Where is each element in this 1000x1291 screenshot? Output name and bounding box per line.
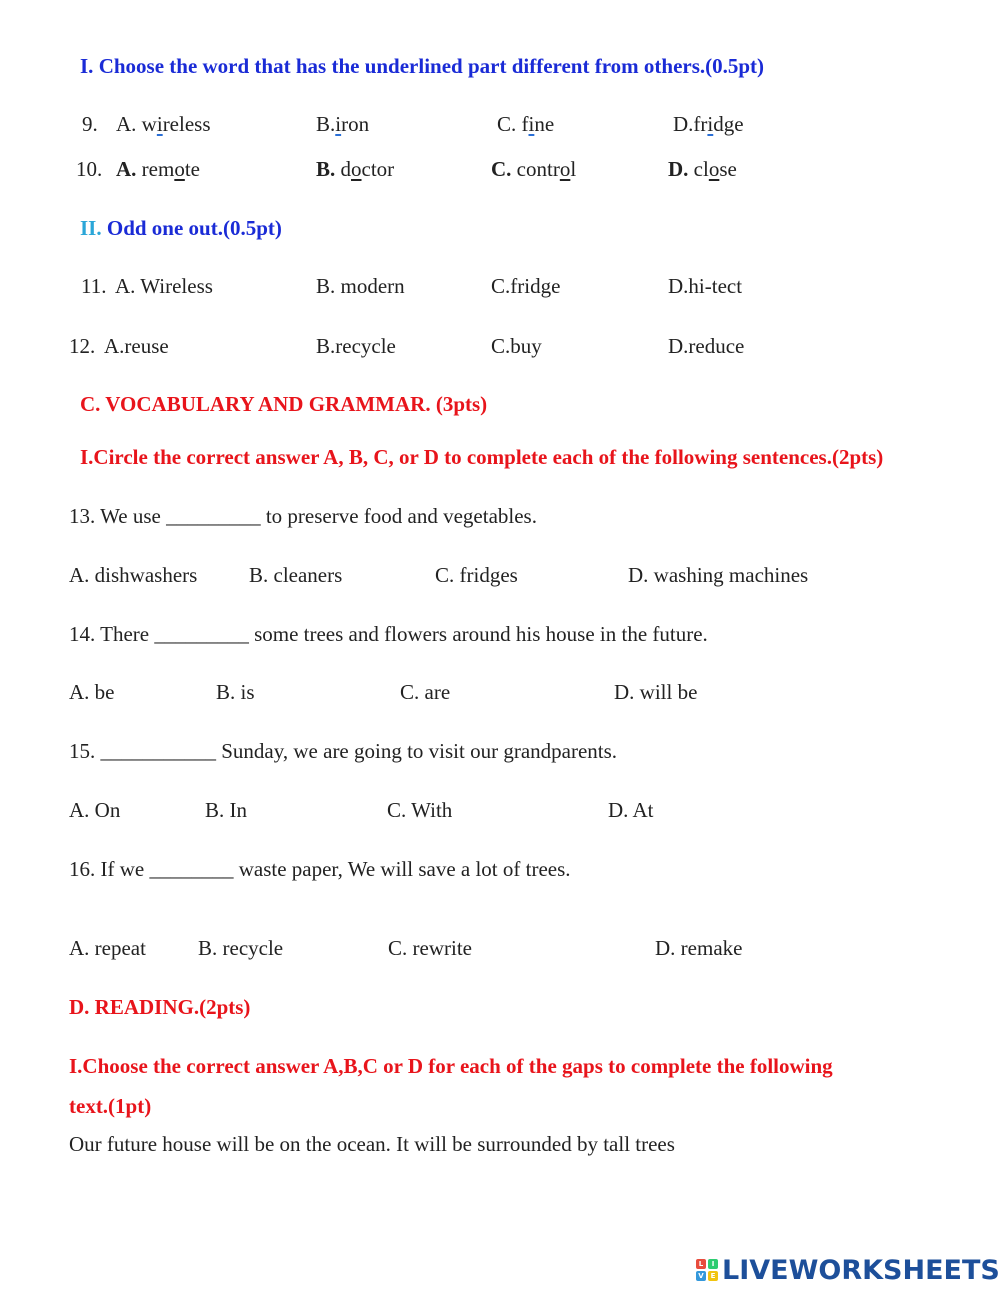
option-letter: B: [316, 157, 331, 181]
option-a[interactable]: A.reuse: [104, 334, 169, 358]
option-text: rem: [136, 157, 175, 181]
option-c[interactable]: [497, 111, 554, 137]
underlined-part: o: [351, 157, 362, 181]
option-a[interactable]: A. On: [69, 798, 121, 822]
option-b[interactable]: B. is: [216, 680, 255, 704]
option-text: D.fr: [673, 112, 708, 136]
section-ii-heading: [80, 215, 282, 241]
underlined-part: i: [707, 112, 714, 136]
option-c[interactable]: C. With: [387, 798, 453, 822]
option-letter: A: [116, 157, 132, 181]
option-text: ne: [534, 112, 555, 136]
option-letter: C: [491, 157, 507, 181]
question-number: 11.: [81, 274, 107, 298]
option-b[interactable]: [316, 111, 369, 137]
option-d[interactable]: D.reduce: [668, 334, 745, 358]
question-stem: 14. There _________ some trees and flowers around his house in the future.: [69, 622, 708, 646]
option-a[interactable]: A. be: [69, 680, 115, 704]
section-ii-text: Odd one out.(0.5pt): [106, 216, 282, 240]
option-b[interactable]: B. cleaners: [249, 563, 343, 587]
section-d-heading: D. READING.(2pts): [69, 995, 251, 1019]
liveworksheets-logo[interactable]: [696, 1255, 1000, 1285]
question-number: 9.: [82, 112, 98, 136]
option-a[interactable]: [116, 111, 211, 137]
option-letter: D: [668, 157, 684, 181]
option-a[interactable]: [116, 156, 200, 182]
question-stem: 13. We use _________ to preserve food and vegetables.: [69, 504, 537, 528]
section-ii-roman: II.: [80, 216, 102, 240]
section-c-instruction: I.Circle the correct answer A, B, C, or D to complete each of the following sentences.(2pts): [80, 445, 884, 469]
option-b[interactable]: B. modern: [316, 274, 405, 298]
option-d[interactable]: [673, 111, 744, 137]
option-text: se: [719, 157, 737, 181]
option-b[interactable]: [316, 156, 394, 182]
option-text: B.: [316, 112, 336, 136]
option-b[interactable]: B. recycle: [198, 936, 284, 960]
reading-passage: Our future house will be on the ocean. It will be surrounded by tall trees: [69, 1132, 675, 1156]
option-dot: .: [131, 157, 137, 181]
option-dot: .: [506, 157, 512, 181]
option-d[interactable]: D.hi-tect: [668, 274, 743, 298]
option-text: ron: [341, 112, 370, 136]
option-b[interactable]: B.recycle: [316, 334, 396, 358]
question-number: 12.: [69, 334, 96, 358]
option-a[interactable]: A. Wireless: [115, 274, 213, 298]
logo-tile: L: [696, 1259, 706, 1269]
option-dot: .: [330, 157, 336, 181]
option-d[interactable]: D. At: [608, 798, 654, 822]
underlined-part: o: [559, 157, 571, 181]
option-text: cl: [688, 157, 709, 181]
option-dot: .: [683, 157, 689, 181]
underlined-part: i: [156, 112, 163, 136]
option-text: A. w: [116, 112, 157, 136]
option-text: l: [570, 157, 577, 181]
section-i-text: Choose the word that has the underlined part different from others.(0.5pt): [98, 54, 765, 78]
option-c[interactable]: C. rewrite: [388, 936, 472, 960]
section-d-instruction-cont: text.(1pt): [69, 1094, 152, 1118]
logo-tile: E: [708, 1271, 718, 1281]
option-text: dge: [713, 112, 744, 136]
option-a[interactable]: A. dishwashers: [69, 563, 198, 587]
option-c[interactable]: [491, 156, 576, 182]
section-d-instruction: I.Choose the correct answer A,B,C or D for each of the gaps to complete the following: [69, 1054, 833, 1078]
option-b[interactable]: B. In: [205, 798, 247, 822]
option-d[interactable]: D. remake: [655, 936, 743, 960]
question-stem: 15. ___________ Sunday, we are going to visit our grandparents.: [69, 739, 618, 763]
option-text: ctor: [361, 157, 395, 181]
logo-text: LIVEWORKSHEETS: [722, 1254, 1000, 1286]
option-text: contr: [511, 157, 560, 181]
underlined-part: o: [174, 157, 185, 181]
underlined-part: i: [335, 112, 342, 136]
underlined-part: i: [528, 112, 535, 136]
option-text: te: [184, 157, 200, 181]
option-d[interactable]: D. washing machines: [628, 563, 809, 587]
logo-grid-icon: [696, 1259, 718, 1281]
section-c-heading: C. VOCABULARY AND GRAMMAR. (3pts): [80, 392, 488, 416]
option-text: d: [335, 157, 352, 181]
question-number: 10.: [76, 157, 103, 181]
section-i-roman: I.: [80, 54, 94, 78]
logo-tile: I: [708, 1259, 718, 1269]
section-i-heading: [80, 53, 764, 79]
option-d[interactable]: D. will be: [614, 680, 698, 704]
option-text: C. f: [497, 112, 529, 136]
option-text: reless: [162, 112, 211, 136]
option-c[interactable]: C.fridge: [491, 274, 561, 298]
option-c[interactable]: C. fridges: [435, 563, 518, 587]
underlined-part: o: [708, 157, 720, 181]
option-d[interactable]: [668, 156, 737, 182]
question-stem: 16. If we ________ waste paper, We will save a lot of trees.: [69, 857, 571, 881]
option-c[interactable]: C. are: [400, 680, 451, 704]
logo-tile: V: [696, 1271, 706, 1281]
option-c[interactable]: C.buy: [491, 334, 542, 358]
option-a[interactable]: A. repeat: [69, 936, 146, 960]
